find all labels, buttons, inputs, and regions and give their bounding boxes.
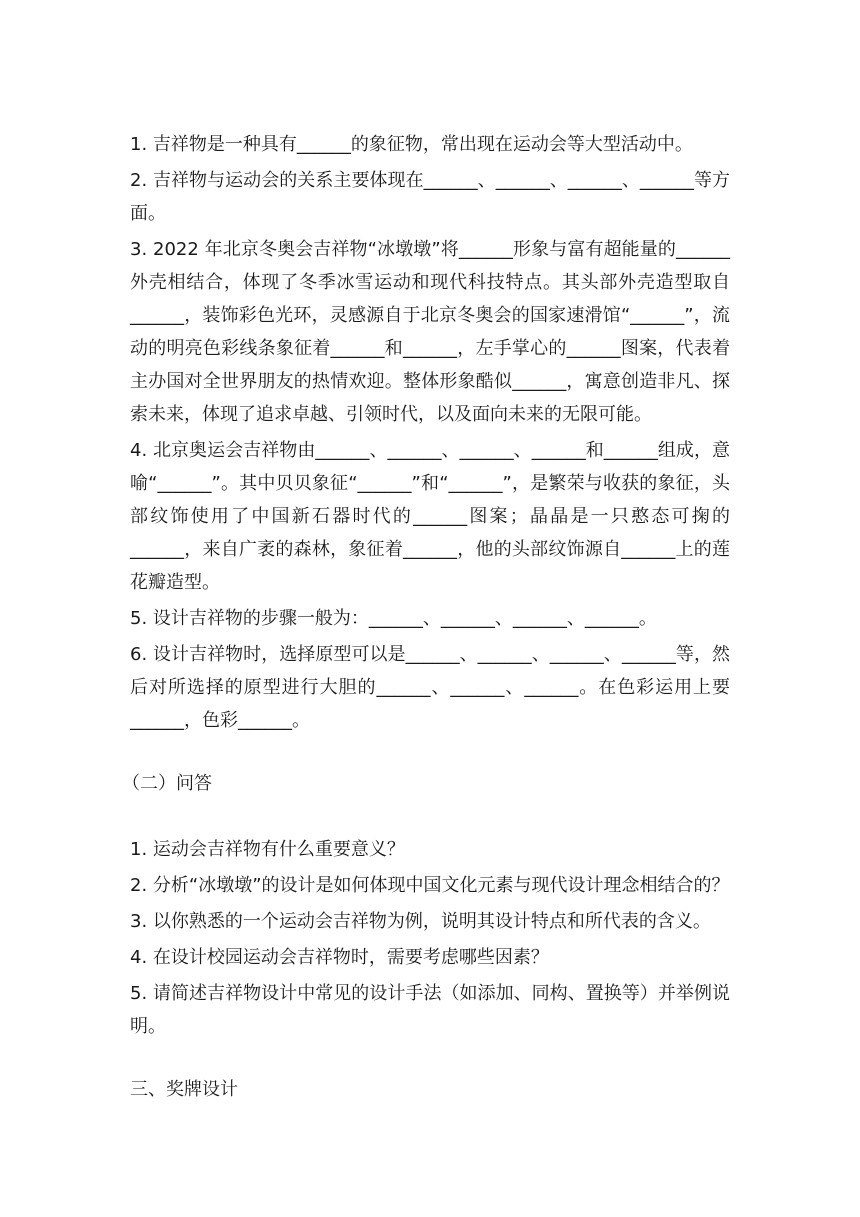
qa-item-4: 4. 在设计校园运动会吉祥物时，需要考虑哪些因素？ xyxy=(130,947,549,968)
fill-blank-list xyxy=(130,128,730,737)
fill-item-2: 2. 吉祥物与运动会的关系主要体现在______、______、______、______等方面。 xyxy=(130,170,730,224)
fill-item-5: 5. 设计吉祥物的步骤一般为：______、______、______、______。 xyxy=(130,608,657,629)
document-page xyxy=(122,128,730,1139)
fill-item-4: 4. 北京奥运会吉祥物由______、______、______、______和______组成，意喻“______”。其中贝贝象征“______”和“______”，是繁荣与收获的象征，头部纹饰使用了中国新石器时代的______图案；晶晶是一只憨态可掬的______，来自广袤的森林，象征着______，他的头部纹饰源自______上的莲花瓣造型。 xyxy=(130,440,730,593)
qa-item-3: 3. 以你熟悉的一个运动会吉祥物为例，说明其设计特点和所代表的含义。 xyxy=(130,911,711,932)
qa-item-5: 5. 请简述吉祥物设计中常见的设计手法（如添加、同构、置换等）并举例说明。 xyxy=(130,983,730,1037)
qa-item-1: 1. 运动会吉祥物有什么重要意义？ xyxy=(130,839,405,860)
qa-item-2: 2. 分析“冰墩墩”的设计是如何体现中国文化元素与现代设计理念相结合的？ xyxy=(130,875,730,896)
fill-item-6: 6. 设计吉祥物时，选择原型可以是______、______、______、______等，然后对所选择的原型进行大胆的______、______、______。在色彩运用上要______，色彩______。 xyxy=(130,644,730,731)
fill-item-3: 3. 2022 年北京冬奥会吉祥物“冰墩墩”将______形象与富有超能量的______外壳相结合，体现了冬季冰雪运动和现代科技特点。其头部外壳造型取自______，装饰彩色光环，灵感源自于北京冬奥会的国家速滑馆“______”，流动的明亮色彩线条象征着______和______，左手掌心的______图案，代表着主办国对全世界朋友的热情欢迎。整体形象酷似______，寓意创造非凡、探索未来，体现了追求卓越、引领时代，以及面向未来的无限可能。 xyxy=(130,239,730,425)
fill-item-1: 1. 吉祥物是一种具有______的象征物，常出现在运动会等大型活动中。 xyxy=(130,134,693,155)
section-heading-medal: 三、奖牌设计 xyxy=(130,1079,238,1100)
section-heading-qa: （二）问答 xyxy=(122,773,212,794)
qa-list xyxy=(130,833,730,1043)
